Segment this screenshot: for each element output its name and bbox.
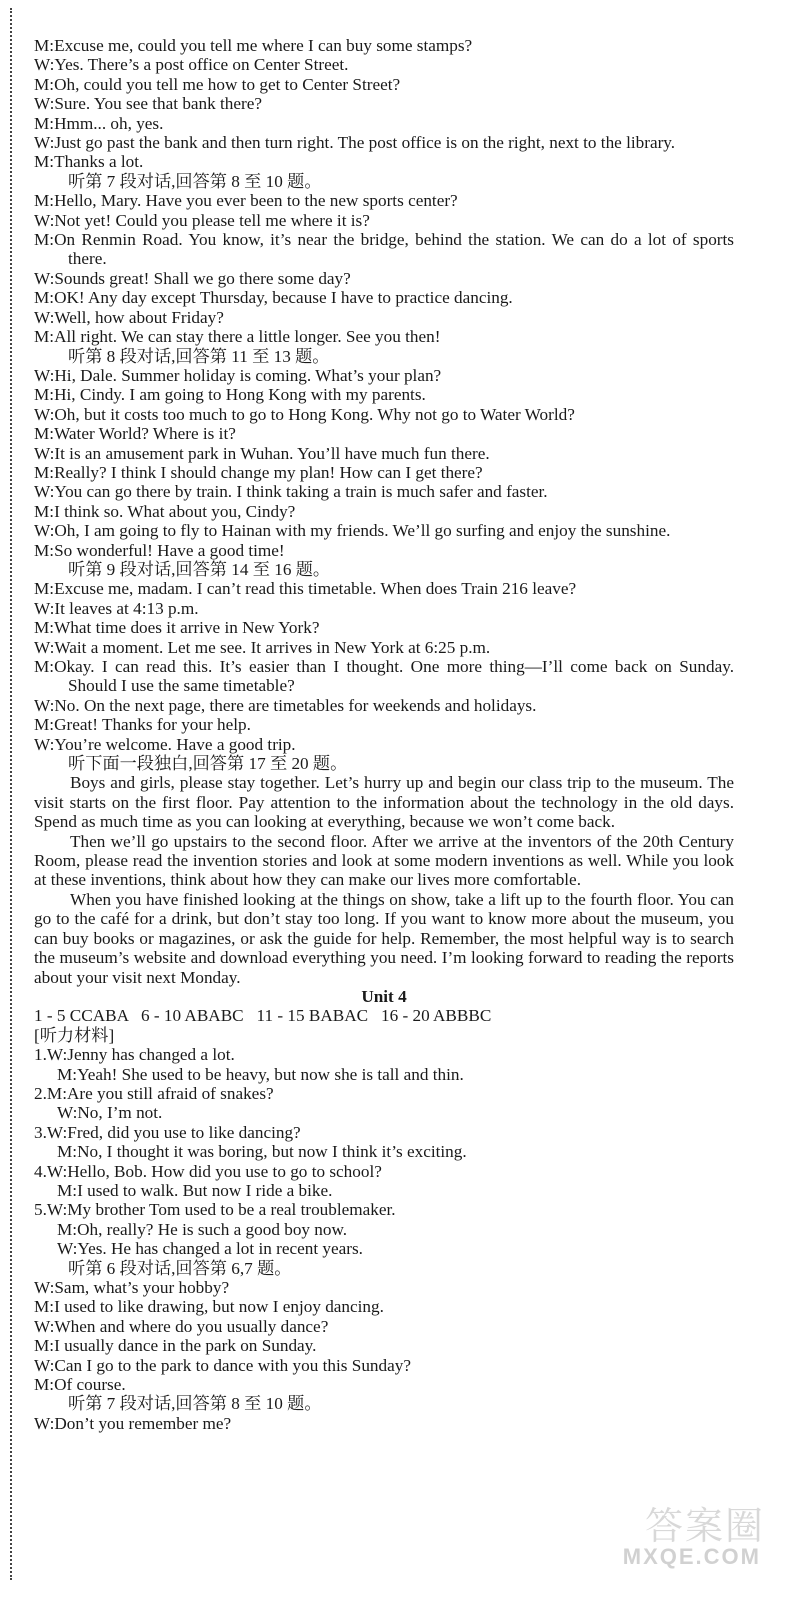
speaker-label: M xyxy=(57,1219,73,1239)
monologue-paragraph xyxy=(34,773,734,831)
utterance-text: Wait a moment. Let me see. It arrives in New York at 6:25 p.m. xyxy=(54,637,491,657)
speaker-label: M xyxy=(34,113,50,133)
dialogue-line xyxy=(34,405,734,424)
utterance-text: Thanks a lot. xyxy=(54,152,144,172)
utterance-text: Oh, I am going to fly to Hainan with my friends. We’ll go surfing and enjoy the sunshine. xyxy=(54,521,671,541)
speaker-colon: : xyxy=(49,1375,55,1395)
utterance-text: When and where do you usually dance? xyxy=(54,1316,329,1336)
utterance-text: Great! Thanks for your help. xyxy=(54,715,251,735)
speaker-label: W xyxy=(57,1103,73,1123)
speaker-colon: : xyxy=(49,462,55,482)
answer-key-text: 1 - 5 CCABA 6 - 10 ABABC 11 - 15 BABAC 16 - 20 ABBBC xyxy=(34,1006,492,1026)
utterance-text: You can go there by train. I think taking a train is much safer and faster. xyxy=(54,482,548,502)
utterance-text: Oh, really? He is such a good boy now. xyxy=(77,1219,348,1239)
speaker-colon: : xyxy=(49,1413,55,1433)
unit-heading-text: Unit 4 xyxy=(361,986,407,1006)
speaker-colon: : xyxy=(49,385,55,405)
speaker-colon: : xyxy=(72,1103,78,1123)
speaker-label: M xyxy=(34,579,50,599)
section-cue-text: 听第 9 段对话,回答第 14 至 16 题。 xyxy=(68,559,331,579)
utterance-text: No, I thought it was boring, but now I think it’s exciting. xyxy=(77,1142,467,1162)
dialogue-line xyxy=(34,288,734,307)
question-number: 1. xyxy=(34,1045,47,1065)
speaker-colon: : xyxy=(72,1142,78,1162)
speaker-colon: : xyxy=(49,288,55,308)
utterance-text: My brother Tom used to be a real troublemaker. xyxy=(67,1200,396,1220)
speaker-label: W xyxy=(34,94,50,114)
speaker-colon: : xyxy=(49,1316,55,1336)
speaker-label: W xyxy=(34,210,50,230)
speaker-colon: : xyxy=(49,734,55,754)
speaker-label: W xyxy=(57,1239,73,1259)
dialogue-line xyxy=(34,521,734,540)
utterance-text: Oh, could you tell me how to get to Center Street? xyxy=(54,74,401,94)
speaker-colon: : xyxy=(49,230,55,250)
utterance-text: No. On the next page, there are timetables for weekends and holidays. xyxy=(54,695,537,715)
question-number: 3. xyxy=(34,1122,47,1142)
speaker-colon: : xyxy=(49,152,55,172)
question-number: 4. xyxy=(34,1161,47,1181)
speaker-label: W xyxy=(34,443,50,463)
speaker-label: M xyxy=(34,501,50,521)
speaker-colon: : xyxy=(49,1297,55,1317)
utterance-text: Fred, did you use to like dancing? xyxy=(67,1122,301,1142)
dialogue-line xyxy=(34,657,734,696)
speaker-colon: : xyxy=(49,113,55,133)
numbered-dialogue-line xyxy=(34,1084,734,1103)
section-cue-text: 听第 7 段对话,回答第 8 至 10 题。 xyxy=(68,171,322,191)
speaker-colon: : xyxy=(49,365,55,385)
speaker-label: M xyxy=(34,1297,50,1317)
speaker-colon: : xyxy=(49,598,55,618)
utterance-text: Okay. I can read this. It’s easier than I thought. One more thing—I’ll come back on Sunday. Should I use the same timetable? xyxy=(54,657,734,696)
speaker-label: W xyxy=(34,734,50,754)
speaker-colon: : xyxy=(49,540,55,560)
speaker-label: W xyxy=(34,695,50,715)
speaker-label: M xyxy=(34,327,50,347)
speaker-colon: : xyxy=(62,1200,68,1220)
utterance-text: Jenny has changed a lot. xyxy=(67,1045,235,1065)
speaker-colon: : xyxy=(49,55,55,75)
utterance-text: Hello, Bob. How did you use to go to school? xyxy=(67,1161,382,1181)
numbered-dialogue-line xyxy=(34,1045,734,1064)
speaker-label: M xyxy=(34,230,50,250)
speaker-label: M xyxy=(46,1083,63,1103)
speaker-label: M xyxy=(34,152,50,172)
answer-key xyxy=(34,1006,734,1025)
speaker-colon: : xyxy=(49,307,55,327)
speaker-colon: : xyxy=(49,1336,55,1356)
section-cue-text: 听下面一段独白,回答第 17 至 20 题。 xyxy=(68,754,348,774)
watermark-logo: 答案圈 xyxy=(644,1504,765,1548)
utterance-text: So wonderful! Have a good time! xyxy=(54,540,285,560)
dialogue-line xyxy=(34,715,734,734)
speaker-label: M xyxy=(57,1142,73,1162)
speaker-label: M xyxy=(34,1375,50,1395)
dialogue-line xyxy=(34,735,734,754)
speaker-label: M xyxy=(57,1180,73,1200)
speaker-colon: : xyxy=(49,327,55,347)
speaker-label: W xyxy=(34,1316,50,1336)
binding-dotted-line xyxy=(10,8,12,1580)
section-cue xyxy=(34,1259,734,1278)
numbered-dialogue-line xyxy=(34,1123,734,1142)
dialogue-line xyxy=(34,308,734,327)
utterance-text: Hi, Dale. Summer holiday is coming. What’s your plan? xyxy=(54,365,442,385)
speaker-colon: : xyxy=(62,1045,68,1065)
section-cue xyxy=(34,172,734,191)
speaker-label: W xyxy=(34,1355,50,1375)
speaker-colon: : xyxy=(49,404,55,424)
dialogue-line xyxy=(34,638,734,657)
speaker-colon: : xyxy=(49,268,55,288)
utterance-text: Yes. He has changed a lot in recent years. xyxy=(77,1239,363,1259)
speaker-label: M xyxy=(34,191,50,211)
utterance-text: Of course. xyxy=(54,1375,126,1395)
dialogue-line xyxy=(34,133,734,152)
speaker-label: M xyxy=(34,618,50,638)
listening-material-text: [听力材料] xyxy=(34,1025,115,1045)
utterance-text: Yeah! She used to be heavy, but now she is tall and thin. xyxy=(77,1064,464,1084)
utterance-text: Oh, but it costs too much to go to Hong Kong. Why not go to Water World? xyxy=(54,404,575,424)
speaker-colon: : xyxy=(62,1161,68,1181)
speaker-label: M xyxy=(57,1064,73,1084)
monologue-paragraph xyxy=(34,832,734,890)
speaker-label: W xyxy=(34,1413,50,1433)
speaker-colon: : xyxy=(62,1083,67,1103)
dialogue-line xyxy=(34,366,734,385)
speaker-colon: : xyxy=(49,210,55,230)
dialogue-line xyxy=(34,463,734,482)
utterance-text: Hello, Mary. Have you ever been to the new sports center? xyxy=(54,191,458,211)
dialogue-line xyxy=(34,230,734,269)
speaker-label: M xyxy=(34,36,50,55)
dialogue-line xyxy=(34,1297,734,1316)
reply-line xyxy=(34,1065,734,1084)
speaker-colon: : xyxy=(49,482,55,502)
utterance-text: Don’t you remember me? xyxy=(54,1413,232,1433)
speaker-label: W xyxy=(46,1200,63,1220)
speaker-colon: : xyxy=(49,1355,55,1375)
section-cue-text: 听第 7 段对话,回答第 8 至 10 题。 xyxy=(68,1394,322,1414)
dialogue-line xyxy=(34,444,734,463)
reply-line xyxy=(34,1220,734,1239)
speaker-label: M xyxy=(34,540,50,560)
speaker-colon: : xyxy=(72,1219,78,1239)
utterance-text: Yes. There’s a post office on Center Street. xyxy=(54,55,349,75)
speaker-label: W xyxy=(34,268,50,288)
speaker-label: M xyxy=(34,1336,50,1356)
dialogue-line xyxy=(34,1356,734,1375)
utterance-text: I think so. What about you, Cindy? xyxy=(54,501,296,521)
utterance-text: I used to like drawing, but now I enjoy dancing. xyxy=(54,1297,384,1317)
dialogue-line xyxy=(34,482,734,501)
dialogue-line xyxy=(34,1317,734,1336)
speaker-colon: : xyxy=(49,424,55,444)
section-cue xyxy=(34,347,734,366)
dialogue-line xyxy=(34,579,734,598)
reply-line xyxy=(34,1239,734,1258)
utterance-text: No, I’m not. xyxy=(77,1103,163,1123)
speaker-colon: : xyxy=(49,94,55,114)
speaker-label: W xyxy=(34,133,50,153)
speaker-colon: : xyxy=(49,133,55,153)
speaker-colon: : xyxy=(49,715,55,735)
dialogue-line xyxy=(34,191,734,210)
speaker-colon: : xyxy=(49,637,55,657)
dialogue-line xyxy=(34,55,734,74)
utterance-text: I used to walk. But now I ride a bike. xyxy=(77,1180,333,1200)
utterance-text: Well, how about Friday? xyxy=(54,307,224,327)
speaker-label: W xyxy=(34,482,50,502)
speaker-colon: : xyxy=(49,191,55,211)
speaker-colon: : xyxy=(72,1064,78,1084)
utterance-text: It leaves at 4:13 p.m. xyxy=(54,598,199,618)
section-cue xyxy=(34,1394,734,1413)
reply-line xyxy=(34,1142,734,1161)
reply-line xyxy=(34,1103,734,1122)
reply-line xyxy=(34,1181,734,1200)
utterance-text: I usually dance in the park on Sunday. xyxy=(54,1336,317,1356)
dialogue-line xyxy=(34,75,734,94)
utterance-text: Can I go to the park to dance with you this Sunday? xyxy=(54,1355,411,1375)
dialogue-line xyxy=(34,1278,734,1297)
question-number: 5. xyxy=(34,1200,47,1220)
dialogue-line xyxy=(34,1375,734,1394)
speaker-label: W xyxy=(34,55,50,75)
monologue-paragraph xyxy=(34,890,734,987)
speaker-colon: : xyxy=(49,618,55,638)
document-page xyxy=(34,36,734,1433)
utterance-text: Sounds great! Shall we go there some day? xyxy=(54,268,351,288)
dialogue-line xyxy=(34,385,734,404)
speaker-colon: : xyxy=(49,521,55,541)
speaker-label: W xyxy=(46,1161,63,1181)
speaker-label: W xyxy=(34,1278,50,1297)
paragraph-text: Boys and girls, please stay together. Let’s hurry up and begin our class trip to the museum. The visit starts on the first floor. Pay attention to the information about the technology in the old days. Spend as much time as you can looking at everything, because we won’t come back. xyxy=(34,773,734,832)
dialogue-line xyxy=(34,114,734,133)
speaker-colon: : xyxy=(49,1278,55,1297)
speaker-label: W xyxy=(46,1122,63,1142)
speaker-label: M xyxy=(34,385,50,405)
dialogue-line xyxy=(34,424,734,443)
utterance-text: It is an amusement park in Wuhan. You’ll have much fun there. xyxy=(54,443,490,463)
section-cue-text: 听第 8 段对话,回答第 11 至 13 题。 xyxy=(68,346,330,366)
numbered-dialogue-line xyxy=(34,1162,734,1181)
utterance-text: Hi, Cindy. I am going to Hong Kong with my parents. xyxy=(54,385,426,405)
dialogue-line xyxy=(34,269,734,288)
paragraph-text: When you have finished looking at the things on show, take a lift up to the fourth floor. You can go to the café for a drink, but don’t stay too long. If you want to know more about the museum, you can buy books or magazines, or ask the guide for help. Remember, the most helpful way is to search the museum’s website and download everything you need. I’m looking forward to reading the reports about your visit next Monday. xyxy=(34,889,734,987)
unit-heading xyxy=(34,987,734,1006)
dialogue-line xyxy=(34,502,734,521)
speaker-label: M xyxy=(34,657,50,676)
speaker-colon: : xyxy=(72,1180,78,1200)
dialogue-line xyxy=(34,211,734,230)
question-number: 2. xyxy=(34,1083,47,1103)
utterance-text: You’re welcome. Have a good trip. xyxy=(54,734,296,754)
speaker-colon: : xyxy=(49,501,55,521)
speaker-label: W xyxy=(34,307,50,327)
dialogue-line xyxy=(34,541,734,560)
dialogue-line xyxy=(34,1414,734,1433)
watermark xyxy=(573,1504,783,1576)
utterance-text: Really? I think I should change my plan! How can I get there? xyxy=(54,462,483,482)
dialogue-line xyxy=(34,618,734,637)
speaker-colon: : xyxy=(49,36,55,55)
dialogue-line xyxy=(34,152,734,171)
speaker-label: M xyxy=(34,424,50,444)
utterance-text: Sam, what’s your hobby? xyxy=(54,1278,230,1297)
speaker-colon: : xyxy=(49,695,55,715)
speaker-label: W xyxy=(34,637,50,657)
speaker-label: M xyxy=(34,715,50,735)
utterance-text: Just go past the bank and then turn right. The post office is on the right, next to the library. xyxy=(54,133,676,153)
dialogue-line xyxy=(34,94,734,113)
utterance-text: What time does it arrive in New York? xyxy=(54,618,320,638)
speaker-label: W xyxy=(34,365,50,385)
utterance-text: Excuse me, could you tell me where I can buy some stamps? xyxy=(54,36,473,55)
speaker-colon: : xyxy=(62,1122,68,1142)
section-cue xyxy=(34,560,734,579)
paragraph-text: Then we’ll go upstairs to the second floor. After we arrive at the inventors of the 20th Century Room, please read the invention stories and look at some modern inventions as well. While you look at these inventions, think about how they can make our lives more comfortable. xyxy=(34,831,734,890)
speaker-label: W xyxy=(34,598,50,618)
utterance-text: Water World? Where is it? xyxy=(54,424,236,444)
numbered-dialogue-line xyxy=(34,1200,734,1219)
dialogue-line xyxy=(34,599,734,618)
utterance-text: Are you still afraid of snakes? xyxy=(66,1083,274,1103)
dialogue-line xyxy=(34,327,734,346)
dialogue-line xyxy=(34,36,734,55)
speaker-colon: : xyxy=(49,657,55,676)
speaker-colon: : xyxy=(49,74,55,94)
section-cue xyxy=(34,754,734,773)
speaker-label: W xyxy=(46,1045,63,1065)
speaker-label: W xyxy=(34,404,50,424)
speaker-label: M xyxy=(34,288,50,308)
section-cue-text: 听第 6 段对话,回答第 6,7 题。 xyxy=(68,1258,292,1278)
utterance-text: Hmm... oh, yes. xyxy=(54,113,164,133)
dialogue-line xyxy=(34,696,734,715)
utterance-text: On Renmin Road. You know, it’s near the bridge, behind the station. We can do a lot of sports there. xyxy=(54,230,734,269)
utterance-text: Not yet! Could you please tell me where it is? xyxy=(54,210,370,230)
listening-material-label xyxy=(34,1026,734,1045)
utterance-text: All right. We can stay there a little longer. See you then! xyxy=(54,327,441,347)
dialogue-line xyxy=(34,1336,734,1355)
speaker-colon: : xyxy=(49,579,55,599)
watermark-text: MXQE.COM xyxy=(622,1544,761,1569)
utterance-text: OK! Any day except Thursday, because I have to practice dancing. xyxy=(54,288,513,308)
speaker-colon: : xyxy=(72,1239,78,1259)
speaker-label: M xyxy=(34,462,50,482)
utterance-text: Sure. You see that bank there? xyxy=(54,94,263,114)
utterance-text: Excuse me, madam. I can’t read this timetable. When does Train 216 leave? xyxy=(54,579,577,599)
speaker-label: M xyxy=(34,74,50,94)
speaker-colon: : xyxy=(49,443,55,463)
speaker-label: W xyxy=(34,521,50,541)
